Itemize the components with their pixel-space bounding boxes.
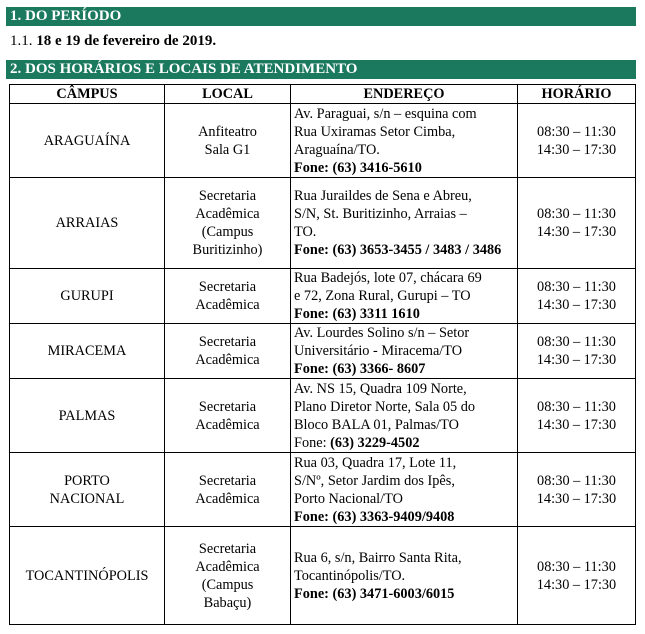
local-cell (165, 269, 291, 324)
table-row (10, 269, 636, 324)
address-cell (291, 104, 518, 178)
address-line: Av. Paraguai, s/n – esquina com (294, 105, 477, 122)
local-cell (165, 178, 291, 269)
table-header-row (10, 85, 636, 104)
local-cell (165, 324, 291, 379)
campus-cell (10, 178, 165, 269)
header-hours: HORÁRIO (518, 85, 636, 104)
local-line: (Campus (201, 224, 254, 240)
campus-name: ARRAIAS (55, 215, 119, 231)
local-cell (165, 527, 291, 625)
address-line: Araguaína/TO. (294, 141, 380, 158)
address-line: Universitário - Miracema/TO (294, 343, 463, 359)
campus-name: PORTO (64, 472, 110, 489)
section-1-header (6, 7, 636, 26)
campus-name: MIRACEMA (47, 343, 127, 359)
address-line: Rua 6, s/n, Bairro Santa Rita, (294, 549, 462, 566)
section-2-title: 2. DOS HORÁRIOS E LOCAIS DE ATENDIMENTO (10, 61, 358, 77)
phone-line (294, 159, 514, 177)
local-line: Secretaria (198, 540, 257, 557)
local-line: Anfiteatro (198, 123, 257, 140)
local-line: Buritizinho) (192, 242, 263, 258)
address-line: Rua Uxiramas Setor Cimba, (294, 123, 456, 140)
hours-line: 08:30 – 11:30 (537, 123, 616, 140)
local-line: Acadêmica (195, 297, 260, 313)
local-line: (Campus (201, 576, 254, 593)
period-item-dates: 18 e 19 de fevereiro de 2019. (36, 33, 217, 49)
hours-line: 14:30 – 17:30 (536, 224, 617, 240)
hours-line: 14:30 – 17:30 (536, 297, 617, 313)
local-line: Acadêmica (195, 206, 260, 222)
hours-cell (518, 453, 636, 527)
section-1-title: 1. DO PERÍODO (10, 8, 122, 24)
campus-name: GURUPI (60, 288, 114, 304)
phone-line (294, 508, 514, 526)
phone-line (294, 241, 514, 259)
campus-name: NACIONAL (49, 490, 125, 507)
table-row (10, 379, 636, 453)
campus-cell (10, 104, 165, 178)
hours-line: 14:30 – 17:30 (536, 576, 617, 593)
address-line: Bloco BALA 01, Palmas/TO (294, 416, 459, 433)
period-item-number: 1.1. (10, 33, 33, 49)
hours-line: 14:30 – 17:30 (536, 352, 617, 368)
address-line: e 72, Zona Rural, Gurupi – TO (294, 288, 471, 304)
local-line: Secretaria (198, 334, 257, 350)
address-cell (291, 269, 518, 324)
period-item (10, 33, 216, 50)
address-line: Rua Badejós, lote 07, chácara 69 (294, 270, 482, 286)
address-line: Rua 03, Quadra 17, Lote 11, (294, 454, 457, 471)
local-line: Secretaria (198, 472, 257, 489)
phone-text: Fone: (63) 3653-3455 / 3483 / 3486 (294, 242, 502, 258)
campus-cell (10, 324, 165, 379)
hours-cell (518, 324, 636, 379)
address-line: Porto Nacional/TO (294, 490, 403, 507)
hours-line: 14:30 – 17:30 (536, 416, 617, 433)
header-local: LOCAL (165, 85, 291, 104)
phone-line (294, 585, 514, 603)
address-cell (291, 527, 518, 625)
local-line: Babaçu) (203, 594, 252, 611)
campus-cell (10, 453, 165, 527)
hours-cell (518, 178, 636, 269)
phone-line (294, 434, 514, 452)
schedule-table (9, 84, 636, 625)
header-campus: CÂMPUS (10, 85, 165, 104)
phone-text: Fone: (63) 3363-9409/9408 (294, 508, 455, 525)
phone-text: Fone: (63) 3366- 8607 (294, 361, 426, 377)
address-line: S/Nº, Setor Jardim dos Ipês, (294, 472, 455, 489)
campus-cell (10, 269, 165, 324)
phone-line (294, 360, 514, 378)
hours-line: 08:30 – 11:30 (537, 279, 616, 295)
address-line: Plano Diretor Norte, Sala 05 do (294, 398, 476, 415)
address-line: Rua Juraildes de Sena e Abreu, (294, 188, 472, 204)
hours-line: 14:30 – 17:30 (536, 490, 617, 507)
table-row (10, 453, 636, 527)
local-line: Secretaria (198, 398, 257, 415)
hours-line: 08:30 – 11:30 (537, 558, 616, 575)
address-line: Av. Lourdes Solino s/n – Setor (294, 325, 470, 341)
campus-name: ARAGUAÍNA (43, 132, 131, 149)
phone-text: Fone: (63) 3471-6003/6015 (294, 585, 455, 602)
hours-cell (518, 269, 636, 324)
campus-cell (10, 379, 165, 453)
section-2-header (6, 60, 636, 79)
local-cell (165, 104, 291, 178)
address-line: S/N, St. Buritizinho, Arraias – (294, 206, 467, 222)
address-cell (291, 324, 518, 379)
local-line: Sala G1 (204, 141, 251, 158)
local-cell (165, 453, 291, 527)
address-line: Tocantinópolis/TO. (294, 567, 406, 584)
address-line: TO. (294, 224, 317, 240)
local-line: Acadêmica (195, 416, 260, 433)
phone-prefix: Fone: (294, 434, 327, 451)
table-row (10, 104, 636, 178)
phone-text: Fone: (63) 3311 1610 (294, 306, 420, 322)
campus-cell (10, 527, 165, 625)
campus-name: TOCANTINÓPOLIS (25, 567, 149, 584)
header-address: ENDEREÇO (291, 85, 518, 104)
hours-cell (518, 104, 636, 178)
hours-line: 14:30 – 17:30 (536, 141, 617, 158)
phone-number: (63) 3229-4502 (330, 434, 420, 451)
address-line: Av. NS 15, Quadra 109 Norte, (294, 380, 467, 397)
table-row (10, 178, 636, 269)
hours-line: 08:30 – 11:30 (537, 206, 616, 222)
hours-cell (518, 527, 636, 625)
table-row (10, 324, 636, 379)
address-cell (291, 379, 518, 453)
local-line: Acadêmica (195, 558, 260, 575)
address-cell (291, 178, 518, 269)
hours-line: 08:30 – 11:30 (537, 334, 616, 350)
hours-cell (518, 379, 636, 453)
hours-line: 08:30 – 11:30 (537, 472, 616, 489)
table-row (10, 527, 636, 625)
schedule-table-body (10, 104, 636, 625)
local-line: Acadêmica (195, 352, 260, 368)
local-line: Secretaria (198, 188, 257, 204)
hours-line: 08:30 – 11:30 (537, 398, 616, 415)
local-line: Acadêmica (195, 490, 260, 507)
campus-name: PALMAS (58, 407, 116, 424)
local-line: Secretaria (198, 279, 257, 295)
address-cell (291, 453, 518, 527)
local-cell (165, 379, 291, 453)
phone-line (294, 305, 514, 323)
phone-text: Fone: (63) 3416-5610 (294, 159, 422, 176)
